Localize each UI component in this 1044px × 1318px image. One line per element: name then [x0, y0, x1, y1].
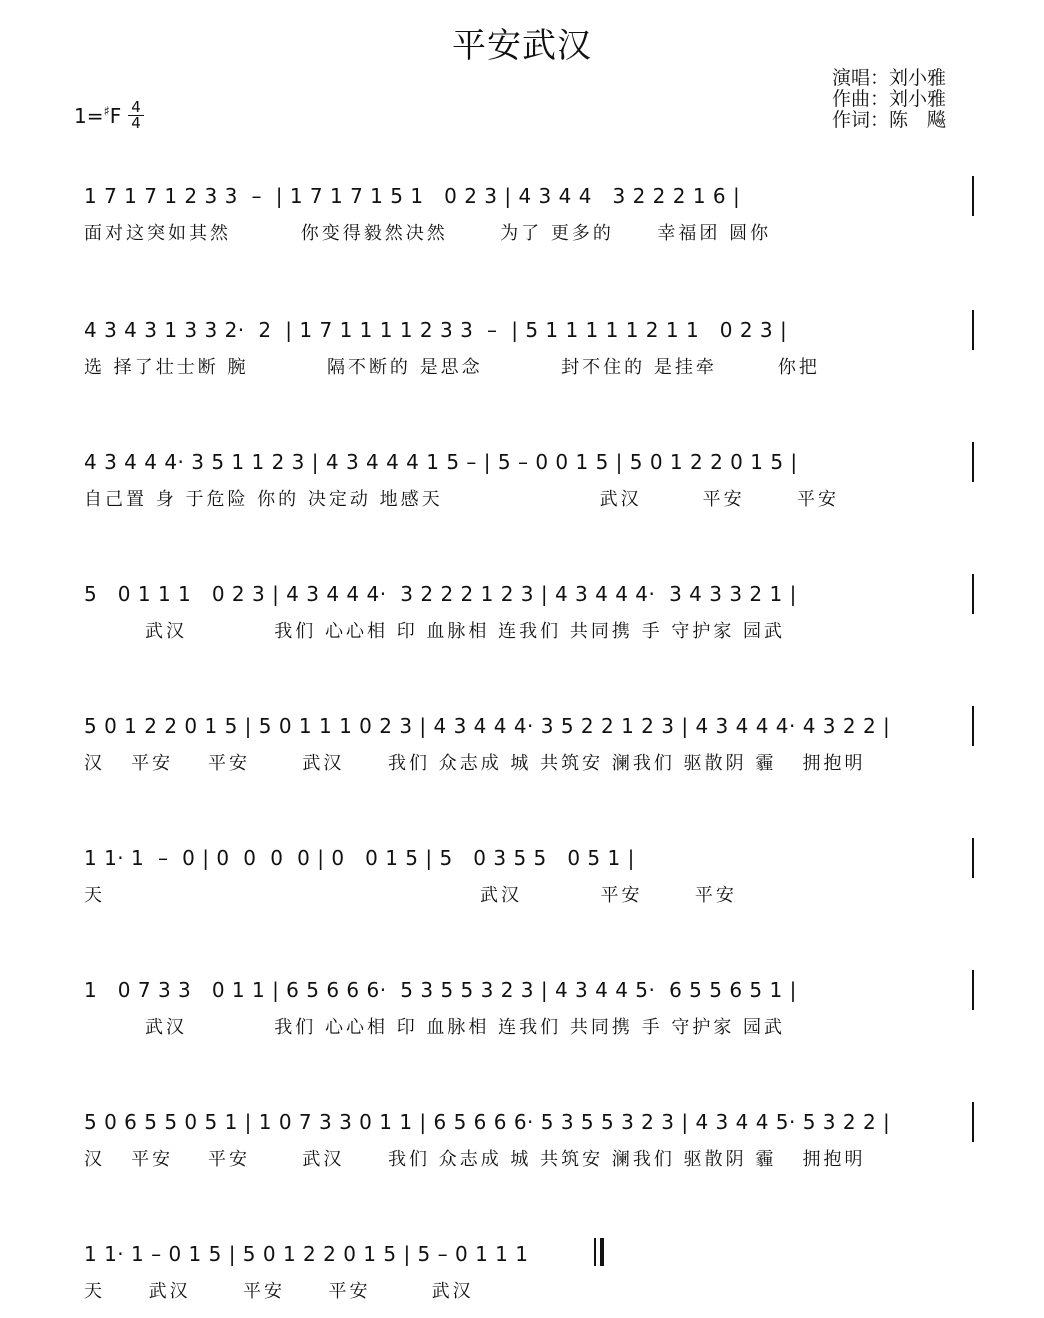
credit-name: 陈 飚	[889, 109, 947, 131]
lyrics-line: 武汉 我们 心心相 印 血脉相 连我们 共同携 手 守护家 园武	[84, 1017, 786, 1038]
lyrics-line: 汉 平安 平安 武汉 我们 众志成 城 共筑安 澜我们 驱散阴 霾 拥抱明	[84, 1149, 866, 1170]
credit-sep: ：	[870, 67, 890, 89]
lyrics-line: 选 择了壮士断 腕 隔不断的 是思念 封不住的 是挂牵 你把	[84, 357, 820, 378]
time-signature	[128, 100, 144, 131]
notation-line: 5 0 1 2 2 0 1 5 | 5 0 1 1 1 0 2 3 | 4 3 4 4 4· 3 5 2 2 1 2 3 | 4 3 4 4 4· 4 3 2 2 |	[84, 706, 974, 746]
notation-line: 1 7 1 7 1 2 3 3 – | 1 7 1 7 1 5 1 0 2 3 | 4 3 4 4 3 2 2 2 1 6 |	[84, 176, 974, 216]
time-signature-bottom: 4	[131, 114, 141, 132]
lyrics-line: 汉 平安 平安 武汉 我们 众志成 城 共筑安 澜我们 驱散阴 霾 拥抱明	[84, 753, 866, 774]
credit-role: 演唱	[832, 67, 871, 89]
credit-role: 作曲	[832, 88, 871, 110]
lyrics-line: 天 武汉 平安 平安 武汉	[84, 1281, 474, 1302]
notation-line: 4 3 4 3 1 3 3 2· 2 | 1 7 1 1 1 1 2 3 3 – | 5 1 1 1 1 1 2 1 1 0 2 3 |	[84, 310, 974, 350]
credit-composer	[832, 89, 946, 110]
notation-line: 1 0 7 3 3 0 1 1 | 6 5 6 6 6· 5 3 5 5 3 2 3 | 4 3 4 4 5· 6 5 5 6 5 1 |	[84, 970, 974, 1010]
credit-name: 刘小雅	[889, 67, 947, 89]
key-signature	[74, 104, 121, 128]
sharp-sign: ♯	[103, 104, 110, 120]
key-tonic: F	[109, 104, 122, 128]
credit-name: 刘小雅	[889, 88, 947, 110]
credit-sep: ：	[870, 88, 890, 110]
final-barline	[594, 1238, 604, 1266]
credit-role: 作词	[832, 109, 871, 131]
notation-line: 5 0 6 5 5 0 5 1 | 1 0 7 3 3 0 1 1 | 6 5 6 6 6· 5 3 5 5 3 2 3 | 4 3 4 4 5· 5 3 2 2 |	[84, 1102, 974, 1142]
credit-singer	[832, 68, 946, 89]
notation-line: 4 3 4 4 4· 3 5 1 1 2 3 | 4 3 4 4 4 1 5 – | 5 – 0 0 1 5 | 5 0 1 2 2 0 1 5 |	[84, 442, 974, 482]
key-prefix: 1=	[74, 104, 104, 128]
notation-line: 1 1· 1 – 0 | 0 0 0 0 | 0 0 1 5 | 5 0 3 5 5 0 5 1 |	[84, 838, 974, 878]
lyrics-line: 武汉 我们 心心相 印 血脉相 连我们 共同携 手 守护家 园武	[84, 621, 786, 642]
notation-line: 5 0 1 1 1 0 2 3 | 4 3 4 4 4· 3 2 2 2 1 2 3 | 4 3 4 4 4· 3 4 3 3 2 1 |	[84, 574, 974, 614]
lyrics-line: 天 武汉 平安 平安	[84, 885, 737, 906]
credit-lyricist	[832, 110, 946, 131]
credits	[832, 68, 946, 131]
score-title: 平安武汉	[452, 26, 592, 66]
time-signature-top: 4	[128, 100, 144, 116]
notation-line: 1 1· 1 – 0 1 5 | 5 0 1 2 2 0 1 5 | 5 – 0 1 1 1	[84, 1242, 529, 1266]
lyrics-line: 自己置 身 于危险 你的 决定动 地感天 武汉 平安 平安	[84, 489, 839, 510]
credit-sep: ：	[870, 109, 890, 131]
lyrics-line: 面对这突如其然 你变得毅然决然 为了 更多的 幸福团 圆你	[84, 223, 772, 244]
